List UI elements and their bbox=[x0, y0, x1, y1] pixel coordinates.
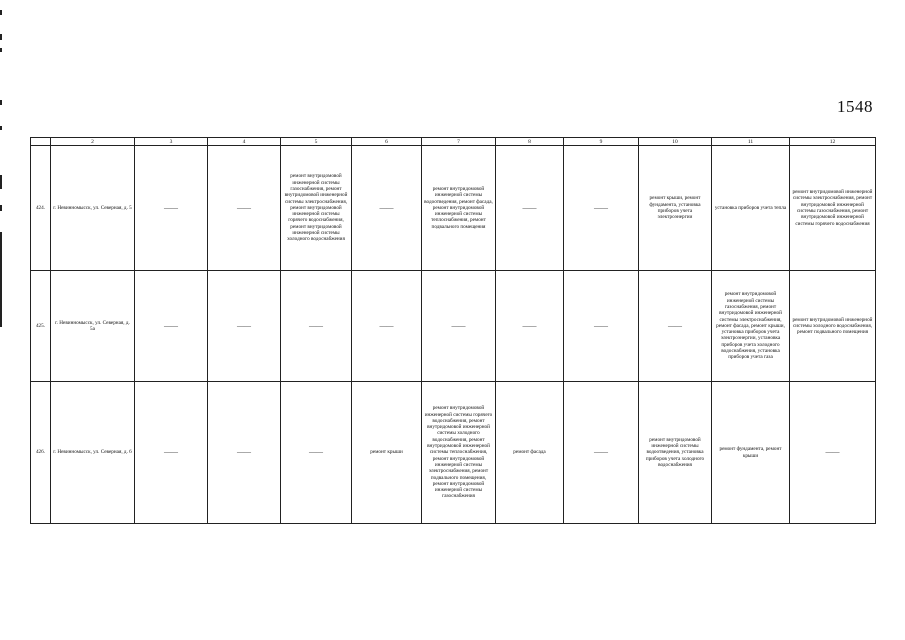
scan-mark bbox=[0, 10, 2, 15]
work-description-cell: ремонт внутридомовой инженерной системы горячего водоснабжения, ремонт внутридомовой инженерной системы холодного водоснабжения, ремонт внутридомовой инженерной системы теплоснабжения, ремонт внутридомовой инженерной системы электроснабжения, ремонт подвального помещения, ремонт внутридомовой инженерной системы газоснабжения bbox=[422, 382, 496, 524]
scan-mark bbox=[0, 175, 2, 189]
scan-mark bbox=[0, 34, 2, 40]
table-header-row bbox=[31, 138, 876, 146]
column-number-cell: 7 bbox=[422, 138, 496, 146]
empty-dash-cell: —— bbox=[281, 382, 352, 524]
work-description-cell: ремонт крыши bbox=[352, 382, 422, 524]
column-number-cell: 8 bbox=[496, 138, 564, 146]
column-number-cell: 10 bbox=[639, 138, 712, 146]
empty-dash-cell: —— bbox=[422, 271, 496, 382]
scan-mark bbox=[0, 232, 2, 327]
empty-dash-cell: —— bbox=[639, 271, 712, 382]
scan-mark bbox=[0, 100, 2, 105]
empty-dash-cell: —— bbox=[208, 382, 281, 524]
column-number-cell: 9 bbox=[564, 138, 639, 146]
address-cell: г. Невинномысск, ул. Северная, д. 6 bbox=[51, 382, 135, 524]
empty-dash-cell: —— bbox=[496, 271, 564, 382]
work-description-cell: ремонт крыши, ремонт фундамента, установка приборов учета электроэнергии bbox=[639, 146, 712, 271]
work-description-cell: установка приборов учета тепла bbox=[712, 146, 790, 271]
empty-dash-cell: —— bbox=[352, 146, 422, 271]
empty-dash-cell: —— bbox=[496, 146, 564, 271]
table-row bbox=[31, 382, 876, 524]
empty-dash-cell: —— bbox=[564, 146, 639, 271]
column-number-cell: 6 bbox=[352, 138, 422, 146]
column-number-cell: 2 bbox=[51, 138, 135, 146]
scan-mark bbox=[0, 48, 2, 52]
work-description-cell: ремонт внутридомовой инженерной системы газоснабжения, ремонт внутридомовой инженерной системы электроснабжения, ремонт фасада, ремонт крыши, установка приборов учета электроэнергии, установка приборов учета холодного водоснабжения, установка приборов учета газа bbox=[712, 271, 790, 382]
empty-dash-cell: —— bbox=[352, 271, 422, 382]
column-number-cell: 3 bbox=[135, 138, 208, 146]
work-description-cell: ремонт фасада bbox=[496, 382, 564, 524]
scan-mark bbox=[0, 126, 2, 130]
work-description-cell: ремонт фундамента, ремонт крыши bbox=[712, 382, 790, 524]
page-number: 1548 bbox=[837, 97, 873, 116]
empty-dash-cell: —— bbox=[135, 271, 208, 382]
work-description-cell: ремонт внутридомовой инженерной системы водоотведения, ремонт фасада, ремонт внутридомовой инженерной системы теплоснабжения, ремонт подвального помещения bbox=[422, 146, 496, 271]
empty-dash-cell: —— bbox=[790, 382, 876, 524]
address-cell: г. Невинномысск, ул. Северная, д. 5а bbox=[51, 271, 135, 382]
work-description-cell: ремонт внутридомовой инженерной системы холодного водоснабжения, ремонт подвального помещения bbox=[790, 271, 876, 382]
row-number-cell: 424. bbox=[31, 146, 51, 271]
empty-dash-cell: —— bbox=[208, 271, 281, 382]
scan-mark bbox=[0, 205, 2, 211]
column-number-cell: 11 bbox=[712, 138, 790, 146]
empty-dash-cell: —— bbox=[208, 146, 281, 271]
scan-margin-marks bbox=[0, 0, 8, 640]
address-cell: г. Невинномысск, ул. Северная, д. 5 bbox=[51, 146, 135, 271]
empty-dash-cell: —— bbox=[564, 271, 639, 382]
row-number-cell: 426. bbox=[31, 382, 51, 524]
column-number-cell bbox=[31, 138, 51, 146]
empty-dash-cell: —— bbox=[135, 382, 208, 524]
table-row bbox=[31, 271, 876, 382]
column-number-cell: 4 bbox=[208, 138, 281, 146]
empty-dash-cell: —— bbox=[564, 382, 639, 524]
work-description-cell: ремонт внутридомовой инженерной системы водоотведения, установка приборов учета холодного водоснабжения bbox=[639, 382, 712, 524]
row-number-cell: 425. bbox=[31, 271, 51, 382]
empty-dash-cell: —— bbox=[135, 146, 208, 271]
column-number-cell: 5 bbox=[281, 138, 352, 146]
empty-dash-cell: —— bbox=[281, 271, 352, 382]
work-description-cell: ремонт внутридомовой инженерной системы газоснабжения, ремонт внутридомовой инженерной системы электроснабжения, ремонт внутридомовой инженерной системы горячего водоснабжения, ремонт внутридомовой инженерной системы холодного водоснабжения bbox=[281, 146, 352, 271]
work-description-cell: ремонт внутридомовой инженерной системы электроснабжения, ремонт внутридомовой инженерной системы газоснабжения, ремонт внутридомовой инженерной системы горячего водоснабжения bbox=[790, 146, 876, 271]
column-number-cell: 12 bbox=[790, 138, 876, 146]
repair-schedule-table bbox=[30, 137, 876, 524]
table-row bbox=[31, 146, 876, 271]
